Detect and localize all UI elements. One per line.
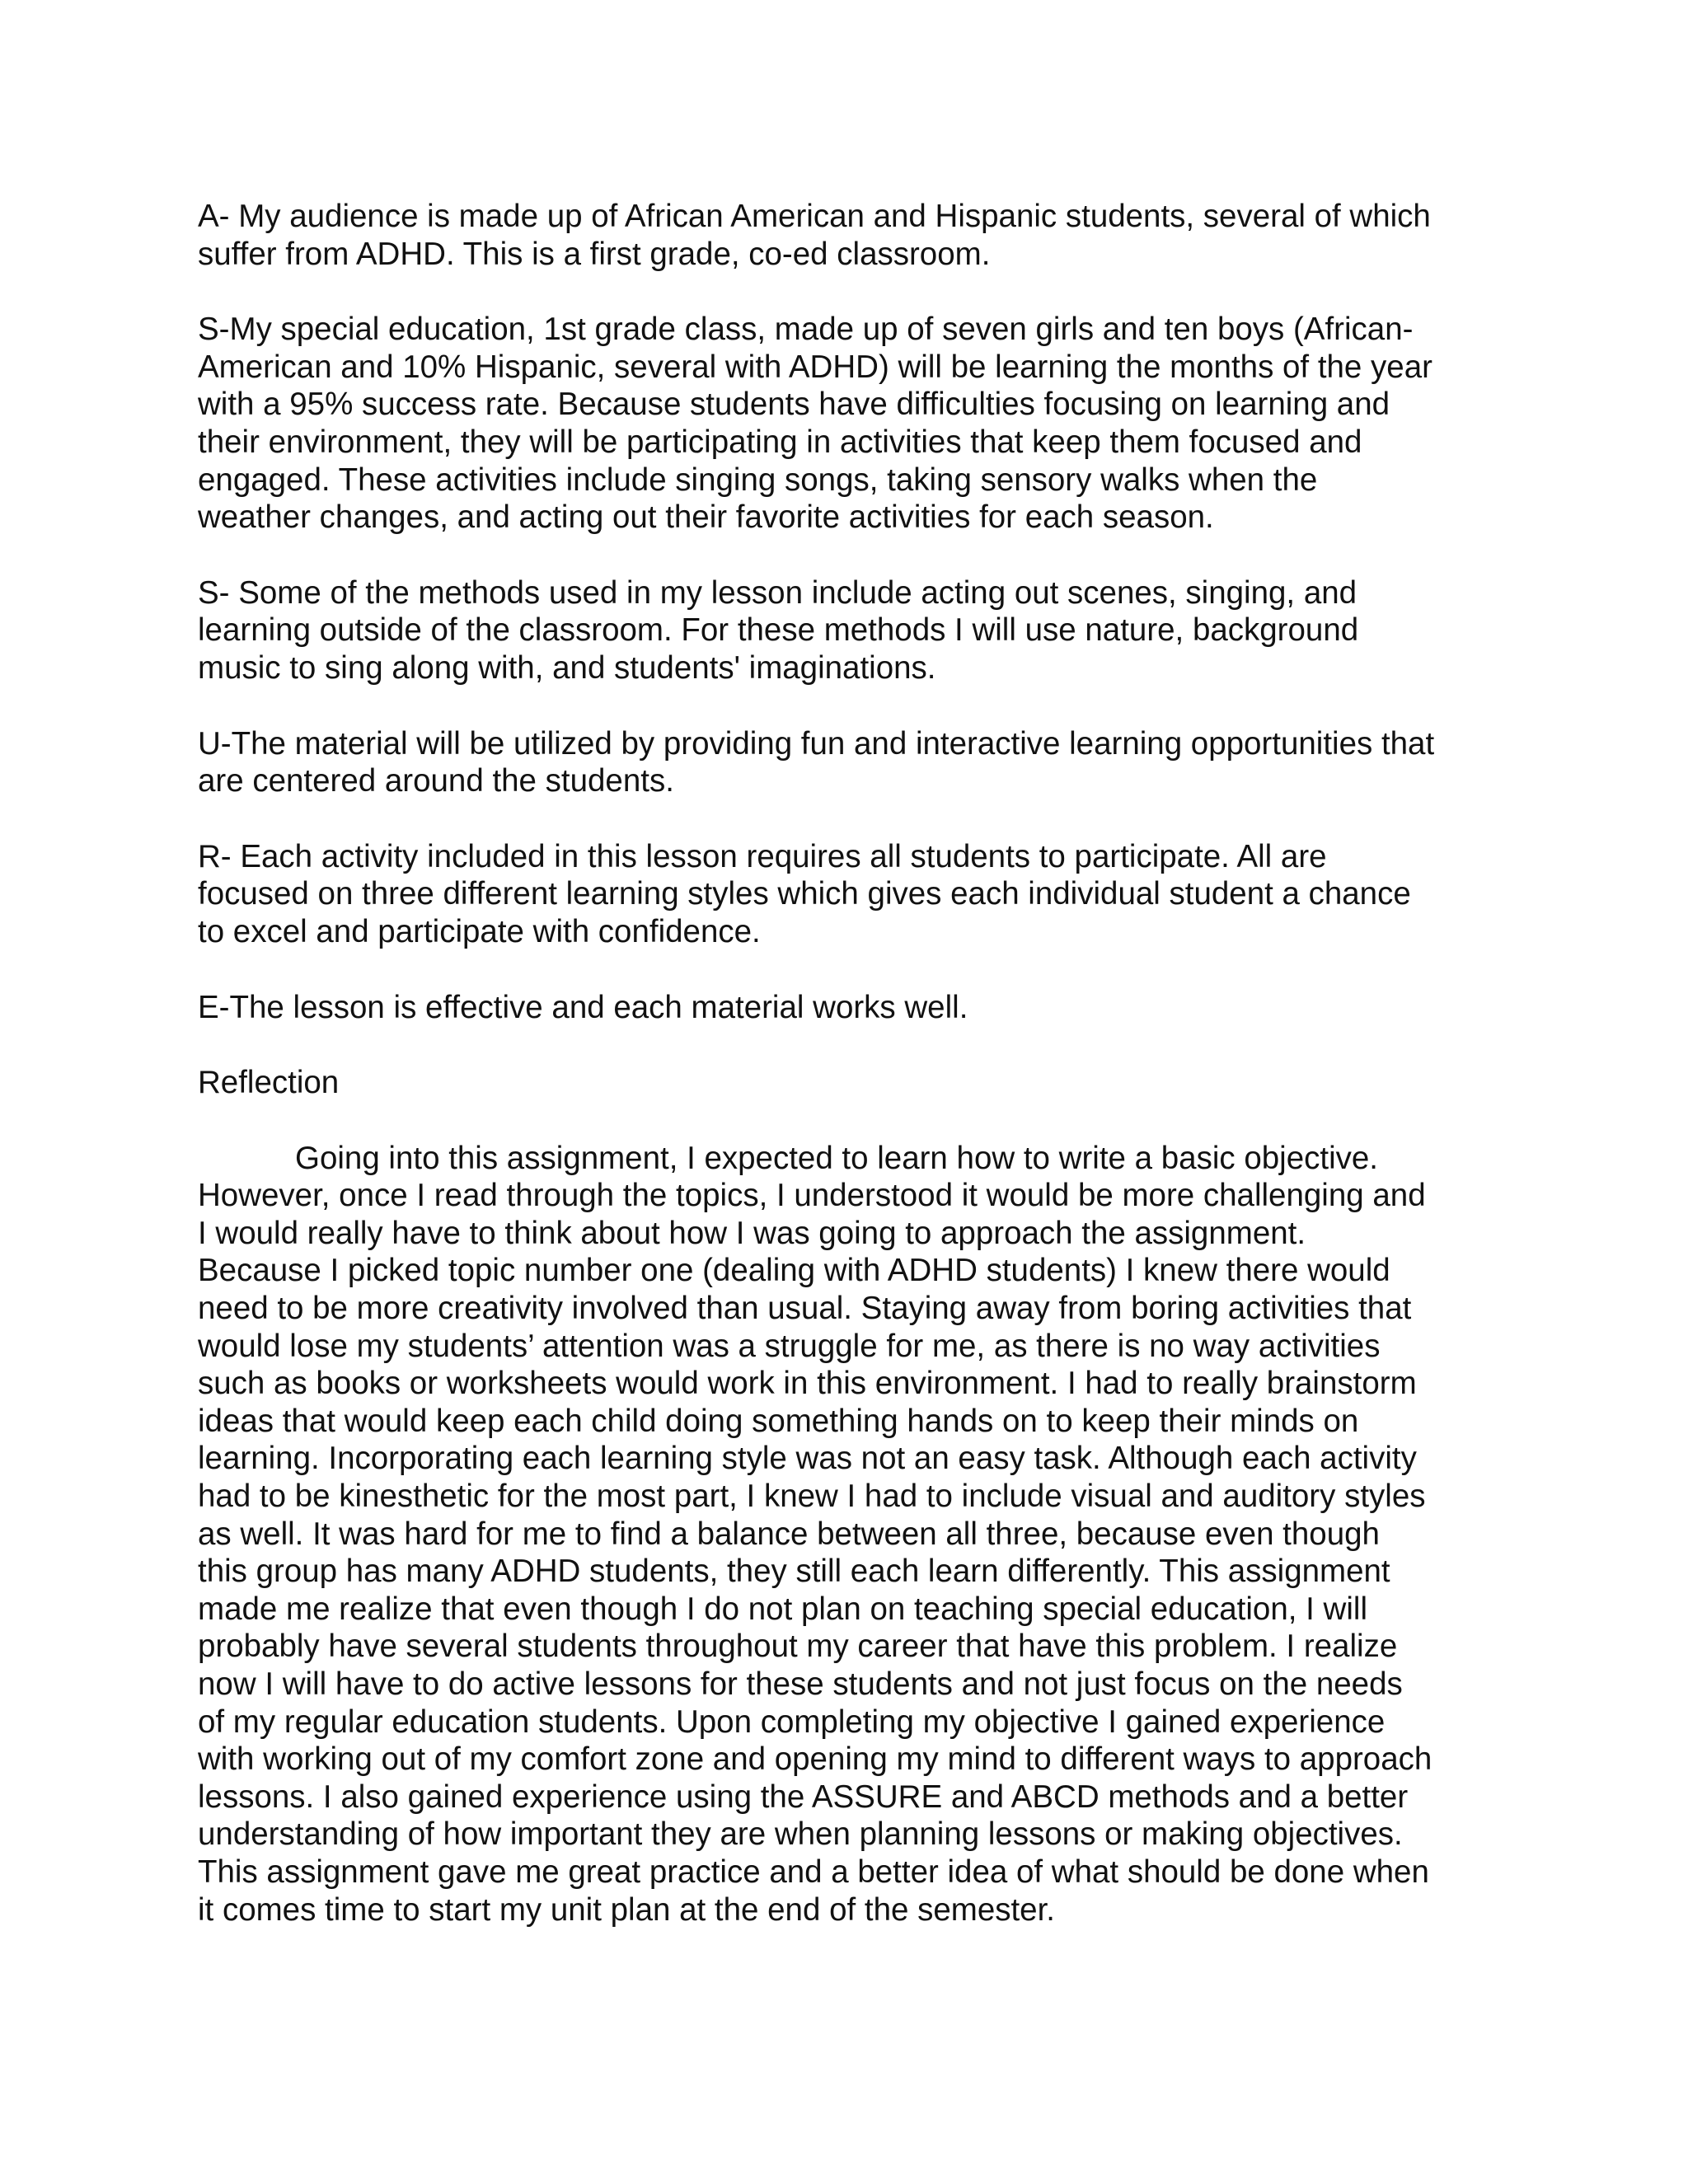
text-line: had to be kinesthetic for the most part, I knew I had to include visual and auditory styles	[198, 1479, 1426, 1515]
text-line: are centered around the students.	[198, 763, 674, 799]
text-line: American and 10% Hispanic, several with ADHD) will be learning the months of the year	[198, 349, 1432, 385]
text-line: now I will have to do active lessons for these students and not just focus on the needs	[198, 1666, 1403, 1702]
text-line: to excel and participate with confidence.	[198, 913, 761, 949]
text-line: S-My special education, 1st grade class, made up of seven girls and ten boys (African-	[198, 312, 1414, 348]
reflection-paragraph	[198, 1140, 1517, 1929]
text-line: understanding of how important they are when planning lessons or making objectives.	[198, 1816, 1403, 1853]
text-line: lessons. I also gained experience using the ASSURE and ABCD methods and a better	[198, 1779, 1409, 1815]
assure-paragraph-utilize	[198, 725, 1517, 800]
text-line: suffer from ADHD. This is a first grade, co-ed classroom.	[198, 236, 991, 272]
text-line: weather changes, and acting out their favorite activities for each season.	[198, 499, 1214, 536]
text-line: with working out of my comfort zone and opening my mind to different ways to approach	[198, 1741, 1432, 1778]
text-line: would lose my students’ attention was a struggle for me, as there is no way activities	[198, 1328, 1381, 1364]
text-line: music to sing along with, and students' imaginations.	[198, 649, 936, 686]
text-line: it comes time to start my unit plan at the end of the semester.	[198, 1891, 1055, 1928]
text-line: R- Each activity included in this lesson requires all students to participate. All are	[198, 838, 1327, 874]
text-line: focused on three different learning styles which gives each individual student a chance	[198, 876, 1411, 912]
text-line: learning. Incorporating each learning style was not an easy task. Although each activity	[198, 1441, 1417, 1477]
text-line: their environment, they will be participating in activities that keep them focused and	[198, 424, 1362, 460]
text-line: made me realize that even though I do not plan on teaching special education, I will	[198, 1591, 1367, 1627]
text-line: ideas that would keep each child doing something hands on to keep their minds on	[198, 1403, 1359, 1439]
text-line: probably have several students throughout my career that have this problem. I realize	[198, 1629, 1398, 1665]
heading-text: Reflection	[198, 1065, 340, 1101]
assure-paragraph-require	[198, 838, 1517, 951]
text-line: Going into this assignment, I expected to learn how to write a basic objective.	[295, 1140, 1378, 1176]
text-line: such as books or worksheets would work in this environment. I had to really brainstorm	[198, 1366, 1417, 1402]
text-line: However, once I read through the topics, I understood it would be more challenging and	[198, 1178, 1426, 1214]
text-line: This assignment gave me great practice and a better idea of what should be done when	[198, 1854, 1429, 1890]
text-line: as well. It was hard for me to find a balance between all three, because even though	[198, 1516, 1380, 1552]
assure-paragraph-select-methods	[198, 574, 1517, 687]
text-line: S- Some of the methods used in my lesson include acting out scenes, singing, and	[198, 574, 1357, 611]
text-line: Because I picked topic number one (dealing with ADHD students) I knew there would	[198, 1253, 1390, 1289]
text-line: learning outside of the classroom. For these methods I will use nature, background	[198, 612, 1359, 649]
text-line: need to be more creativity involved than usual. Staying away from boring activities that	[198, 1291, 1412, 1327]
text-line: A- My audience is made up of African American and Hispanic students, several of which	[198, 199, 1431, 234]
text-line: with a 95% success rate. Because students have difficulties focusing on learning and	[198, 387, 1390, 423]
document-body	[198, 198, 1517, 1966]
text-line: U-The material will be utilized by providing fun and interactive learning opportunities that	[198, 725, 1435, 762]
text-line: of my regular education students. Upon completing my objective I gained experience	[198, 1704, 1386, 1740]
assure-paragraph-audience	[198, 198, 1517, 273]
reflection-heading	[198, 1064, 1517, 1102]
assure-paragraph-evaluate	[198, 989, 1517, 1027]
text-line: engaged. These activities include singing songs, taking sensory walks when the	[198, 462, 1318, 498]
text-line: I would really have to think about how I was going to approach the assignment.	[198, 1215, 1306, 1251]
text-line: this group has many ADHD students, they still each learn differently. This assignment	[198, 1554, 1390, 1590]
assure-paragraph-state-objectives	[198, 311, 1517, 537]
text-line: E-The lesson is effective and each material works well.	[198, 989, 968, 1025]
